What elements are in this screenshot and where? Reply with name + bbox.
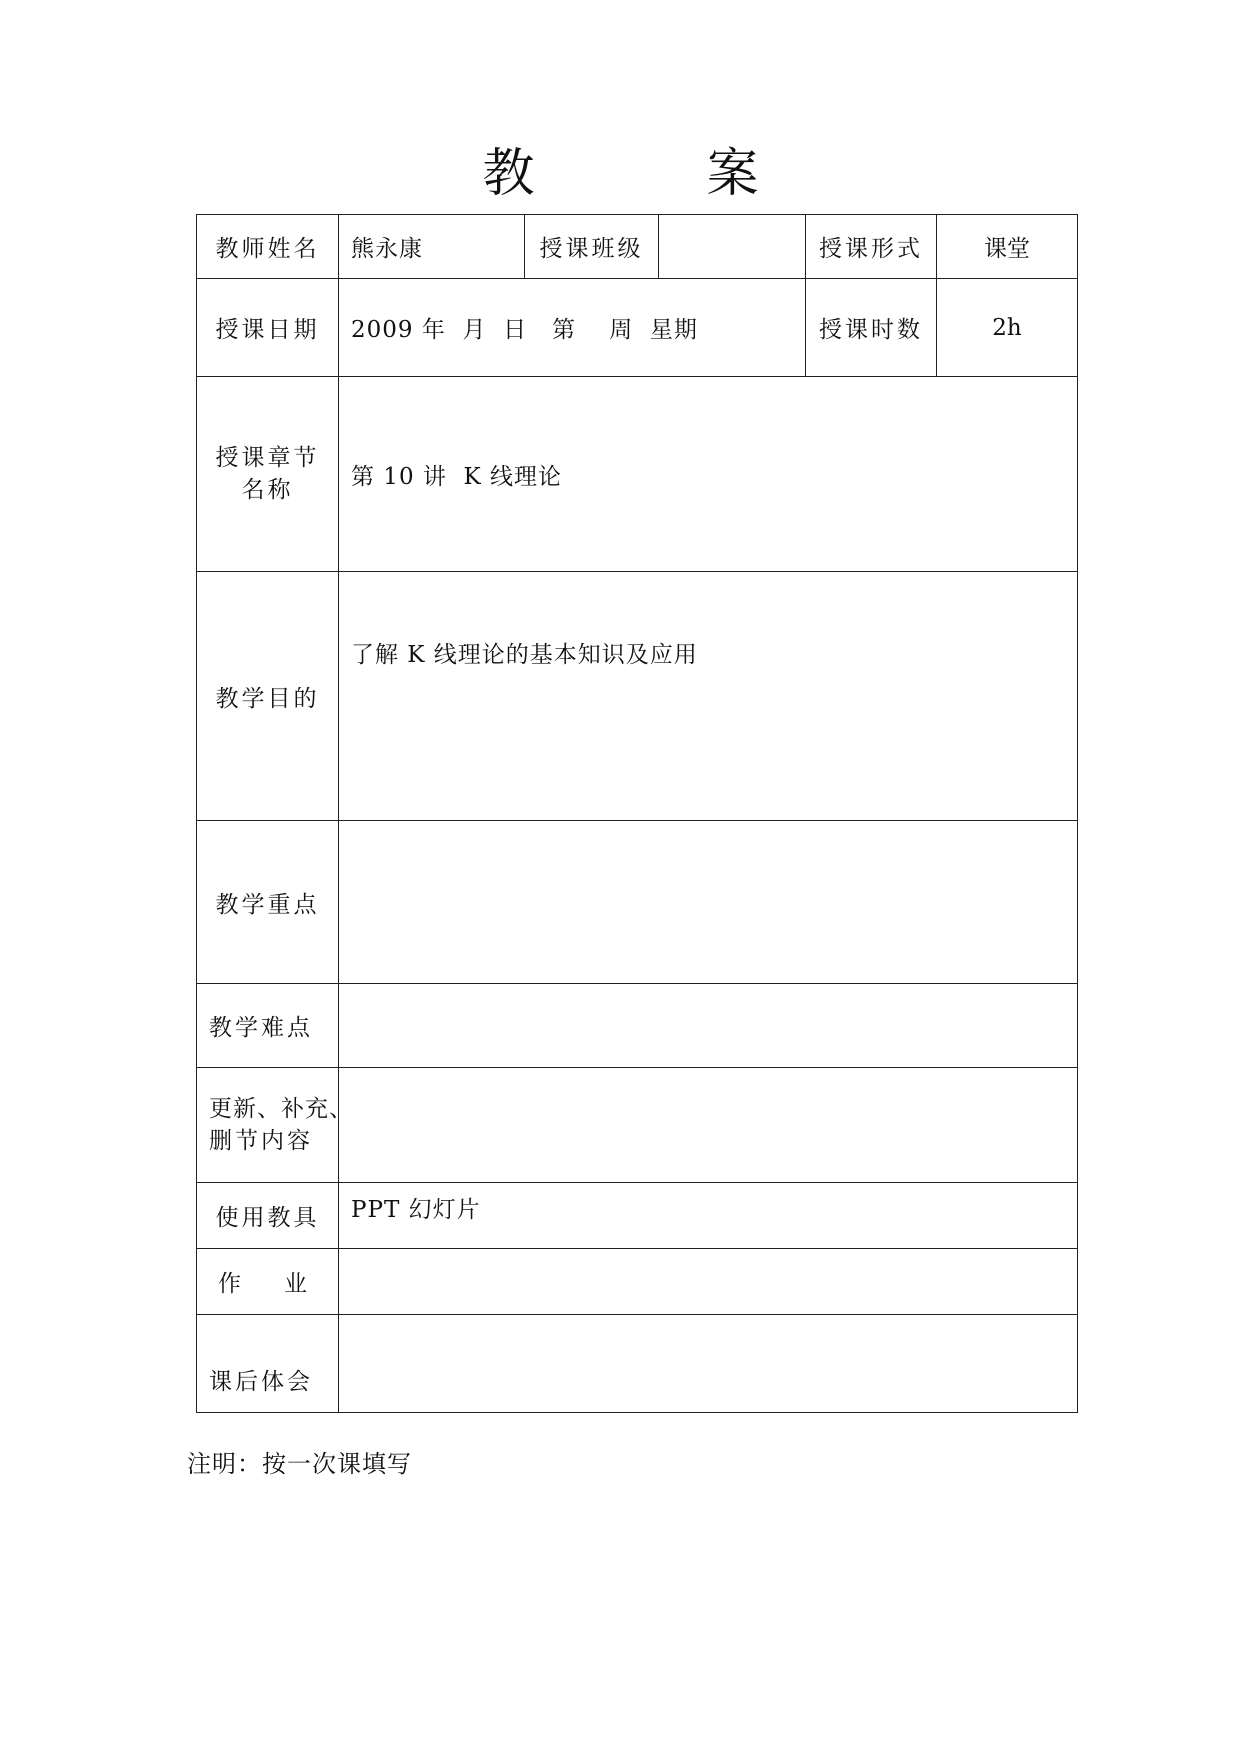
footnote: 注明：按一次课填写	[187, 1450, 412, 1478]
update-label	[197, 1068, 353, 1183]
class-value	[659, 215, 806, 279]
hours-value: 2h	[937, 279, 1078, 377]
homework-label: 作 业	[197, 1249, 339, 1315]
date-value: 2009 年 月 日 第 周 星期	[339, 279, 806, 377]
reflection-label-text: 课后体会	[209, 1369, 313, 1395]
homework-value	[339, 1249, 1078, 1315]
objective-text: 了解 K 线理论的基本知识及应用	[351, 642, 698, 668]
keypoint-label: 教学重点	[197, 821, 339, 984]
row-difficulty	[197, 984, 1078, 1068]
chapter-label-line2: 名称	[241, 477, 294, 503]
tools-label: 使用教具	[197, 1183, 339, 1249]
tools-value: PPT 幻灯片	[339, 1183, 1078, 1249]
row-date	[197, 279, 1078, 377]
difficulty-label: 教学难点	[197, 984, 339, 1068]
row-tools	[197, 1183, 1078, 1249]
difficulty-value	[339, 984, 1078, 1068]
teacher-value: 熊永康	[339, 215, 525, 279]
chapter-value: 第 10 讲 K 线理论	[339, 377, 1078, 572]
update-label-line2: 删节内容	[209, 1128, 313, 1154]
update-value	[339, 1068, 1078, 1183]
update-label-line1: 更新、补充、	[209, 1096, 353, 1122]
chapter-label-line1: 授课章节	[215, 445, 320, 471]
form-value: 课堂	[937, 215, 1078, 279]
document-title: 教 案	[482, 144, 819, 204]
hours-label: 授课时数	[806, 279, 937, 377]
objective-value	[339, 572, 1078, 821]
reflection-value	[339, 1315, 1078, 1413]
row-update	[197, 1068, 1078, 1183]
class-label: 授课班级	[525, 215, 659, 279]
date-label: 授课日期	[197, 279, 339, 377]
keypoint-value	[339, 821, 1078, 984]
row-keypoint	[197, 821, 1078, 984]
chapter-label	[197, 377, 339, 572]
row-chapter	[197, 377, 1078, 572]
teacher-label: 教师姓名	[197, 215, 339, 279]
row-homework	[197, 1249, 1078, 1315]
form-label: 授课形式	[806, 215, 937, 279]
objective-label: 教学目的	[197, 572, 339, 821]
lesson-plan-table	[196, 214, 1078, 1413]
row-teacher	[197, 215, 1078, 279]
row-reflection	[197, 1315, 1078, 1413]
row-objective	[197, 572, 1078, 821]
reflection-label	[197, 1315, 339, 1413]
